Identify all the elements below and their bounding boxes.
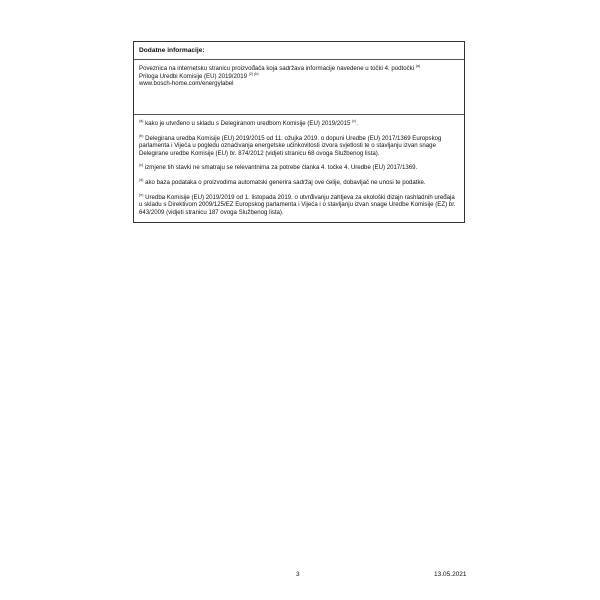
footnote-a-marker: (a) — [139, 118, 144, 123]
footnote-d-marker: (d) — [139, 177, 144, 182]
footnote-b-marker: (b) — [139, 133, 144, 138]
manufacturer-url[interactable]: www.bosch-home.com/energylabel — [139, 80, 234, 88]
footnote-a-trail-sup: (c) — [352, 118, 357, 123]
link-line1: Poveznica na internetsku stranicu proizvođača koja sadržava informacije navedene u točki 4. podtočki — [139, 65, 415, 72]
footnote-d — [139, 179, 459, 187]
footnote-c — [139, 164, 459, 172]
link-line1-sup: (a) — [415, 63, 421, 68]
page-number: 3 — [296, 571, 300, 578]
footnote-b-text: Delegirana uredba Komisije (EU) 2019/2015 od 11. ožujka 2019. o dopuni Uredbe (EU) 2017/1369 Europskog parlamenta i Vijeća u pogledu označivanja energetske učinkovitosti izvora svjetlosti te o stavljanju izvan snage Delegirane uredbe Komisije (EU) br. 874/2012 (vidjeti stranicu 68 ovoga Službenog lista). — [139, 134, 442, 157]
footnote-e — [139, 194, 459, 217]
footnote-e-marker: (e) — [139, 192, 144, 197]
manufacturer-link-paragraph — [139, 65, 459, 88]
footnote-a-trail: . — [356, 120, 358, 127]
link-line2: Priloga Uredbi Komisije (EU) 2019/2019 — [139, 72, 248, 80]
footnote-a — [139, 120, 459, 128]
footnote-c-text: izmjene tih stavki ne smatraju se relevantnima za potrebe članka 4. točke 4. Uredbe (EU) 2017/1369. — [144, 164, 418, 172]
table-header — [134, 42, 464, 60]
footnotes-row — [134, 115, 464, 222]
additional-info-table — [133, 41, 465, 223]
link-line2-sup: (2) (b) — [248, 71, 259, 76]
footnote-d-text: ako baza podataka o proizvodima automatski generira sadržaj ove ćelije, dobavljač ne unosi te podatke. — [145, 178, 426, 186]
footnote-e-text: Uredba Komisije (EU) 2019/2019 od 1. listopada 2019. o utvrđivanju zahtjeva za ekološki dizajn rashladnih uređaja u skladu s Direktivom 2009/125/EZ Europskog parlamenta i Vijeća i o stavljanju izvan snage Uredbe Komisije (EZ) br. 643/2009 (vidjeti stranicu 187 ovoga Službenog lista). — [139, 193, 456, 216]
footnote-a-text: kako je utvrđeno u skladu s Delegiranom uredbom Komisije (EU) 2019/2015 — [145, 120, 351, 127]
footnote-b — [139, 135, 459, 158]
footer-date: 13.05.2021 — [434, 571, 467, 578]
table-header-text: Dodatne informacije: — [139, 47, 205, 54]
manufacturer-link-row — [134, 60, 464, 115]
footnote-c-marker: (c) — [139, 163, 144, 168]
